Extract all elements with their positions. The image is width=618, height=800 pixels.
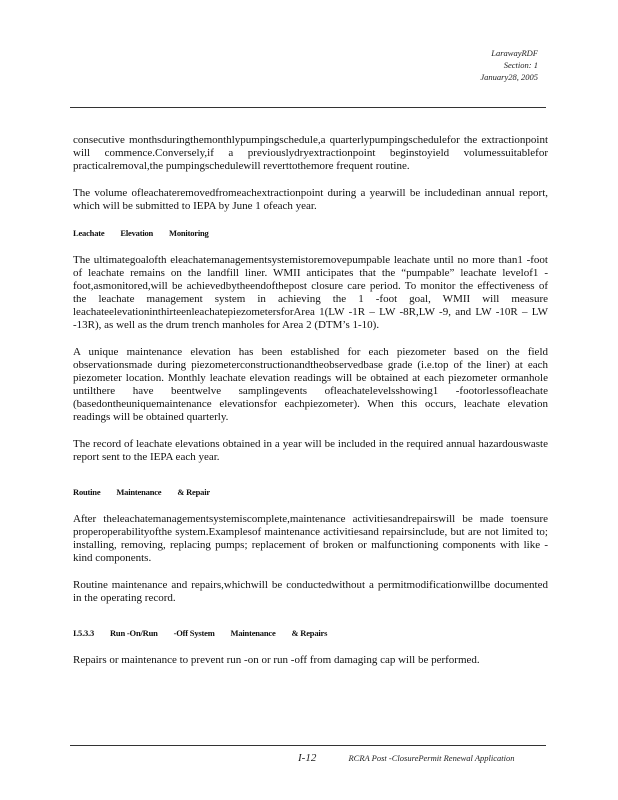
heading-word: Leachate: [73, 228, 105, 238]
paragraph: Repairs or maintenance to prevent run -on or run -off from damaging cap will be performed.: [73, 654, 480, 666]
paragraph: consecutive monthsduringthemonthlypumpingschedule,a quarterlypumpingschedulefor the extractionpoint will commence.Conversely,if a previouslydryextractionpoint beginstoyield volumessuitablefor practicalremoval,the pumpingschedulewill reverttothemore frequent routine.: [73, 134, 548, 172]
header-doc-name: LarawayRDF: [491, 48, 538, 58]
footer-doc-title: RCRA Post -ClosurePermit Renewal Application: [348, 753, 515, 763]
heading-word: Elevation: [120, 228, 154, 238]
section-heading-leachate-elevation-monitoring: [73, 227, 548, 240]
page-footer: [298, 752, 515, 764]
paragraph: The ultimategoalofth eleachatemanagementsystemistoremovepumpable leachate until no more than1 -foot of leachate remains on the landfill liner. WMII anticipates that the “pumpable” leachate levelof1 -foot,asmonitored,will be achievedbytheendofthepost closure care period. To monitor the effectiveness of the leachate management system in achieving the 1 -foot goal, WMII will measure leachateelevationinthirteenleachatepiezometersforArea 1(LW -1R – LW -8R,LW -9, and LW -10R – LW -13R), as well as the drum trench manholes for Area 2 (DTM’s 1-10).: [73, 254, 548, 331]
paragraph: A unique maintenance elevation has been established for each piezometer based on the field observationsmade during piezometerconstructionandtheobservedbase grade (i.e.top of the liner) at each piezometer location. Monthly leachate elevation readings will be obtained at each piezometer ormanhole untilthere have beentwelve samplingevents ofleachatelevelsshowing1 -footorlessofleachate (basedontheuniquemaintenance elevationsfor eachpiezometer). When this occurs, leachate elevation readings will be obtained quarterly.: [73, 346, 548, 423]
heading-word: -Off System: [173, 628, 215, 638]
heading-word: Routine: [73, 487, 101, 497]
paragraph: Routine maintenance and repairs,whichwill be conductedwithout a permitmodificationwillbe documented in the operating record.: [73, 579, 548, 604]
section-heading-run-on-run-off: [73, 627, 548, 640]
heading-word: & Repairs: [291, 628, 328, 638]
page-number: I-12: [298, 752, 317, 764]
heading-word: Monitoring: [169, 228, 209, 238]
page-header: [480, 47, 538, 83]
section-heading-routine-maintenance: [73, 486, 548, 499]
heading-word: Run -On/Run: [109, 628, 158, 638]
paragraph: After theleachatemanagementsystemiscomplete,maintenance activitiesandrepairswill be made toensure properoperabilityofthe system.Examplesof maintenance activitiesand repairsinclude, but are not limited to; installing, removing, replacing pumps; replacement of broken or malfunctioning components with like -kind components.: [73, 513, 548, 564]
header-rule: [70, 107, 546, 108]
paragraph: The record of leachate elevations obtained in a year will be included in the required annual hazardouswaste report sent to the IEPA each year.: [73, 438, 548, 463]
heading-word: Maintenance: [116, 487, 162, 497]
heading-word: & Repair: [177, 487, 210, 497]
footer-rule: [70, 745, 546, 746]
page-body: [73, 134, 548, 681]
heading-number: I.5.3.3: [73, 628, 95, 638]
heading-word: Maintenance: [230, 628, 276, 638]
paragraph: The volume ofleachateremovedfromeachextractionpoint during a yearwill be includedinan annual report, which will be submitted to IEPA by June 1 ofeach year.: [73, 187, 548, 212]
header-section: Section: 1: [503, 60, 538, 70]
header-date: January28, 2005: [480, 72, 538, 82]
